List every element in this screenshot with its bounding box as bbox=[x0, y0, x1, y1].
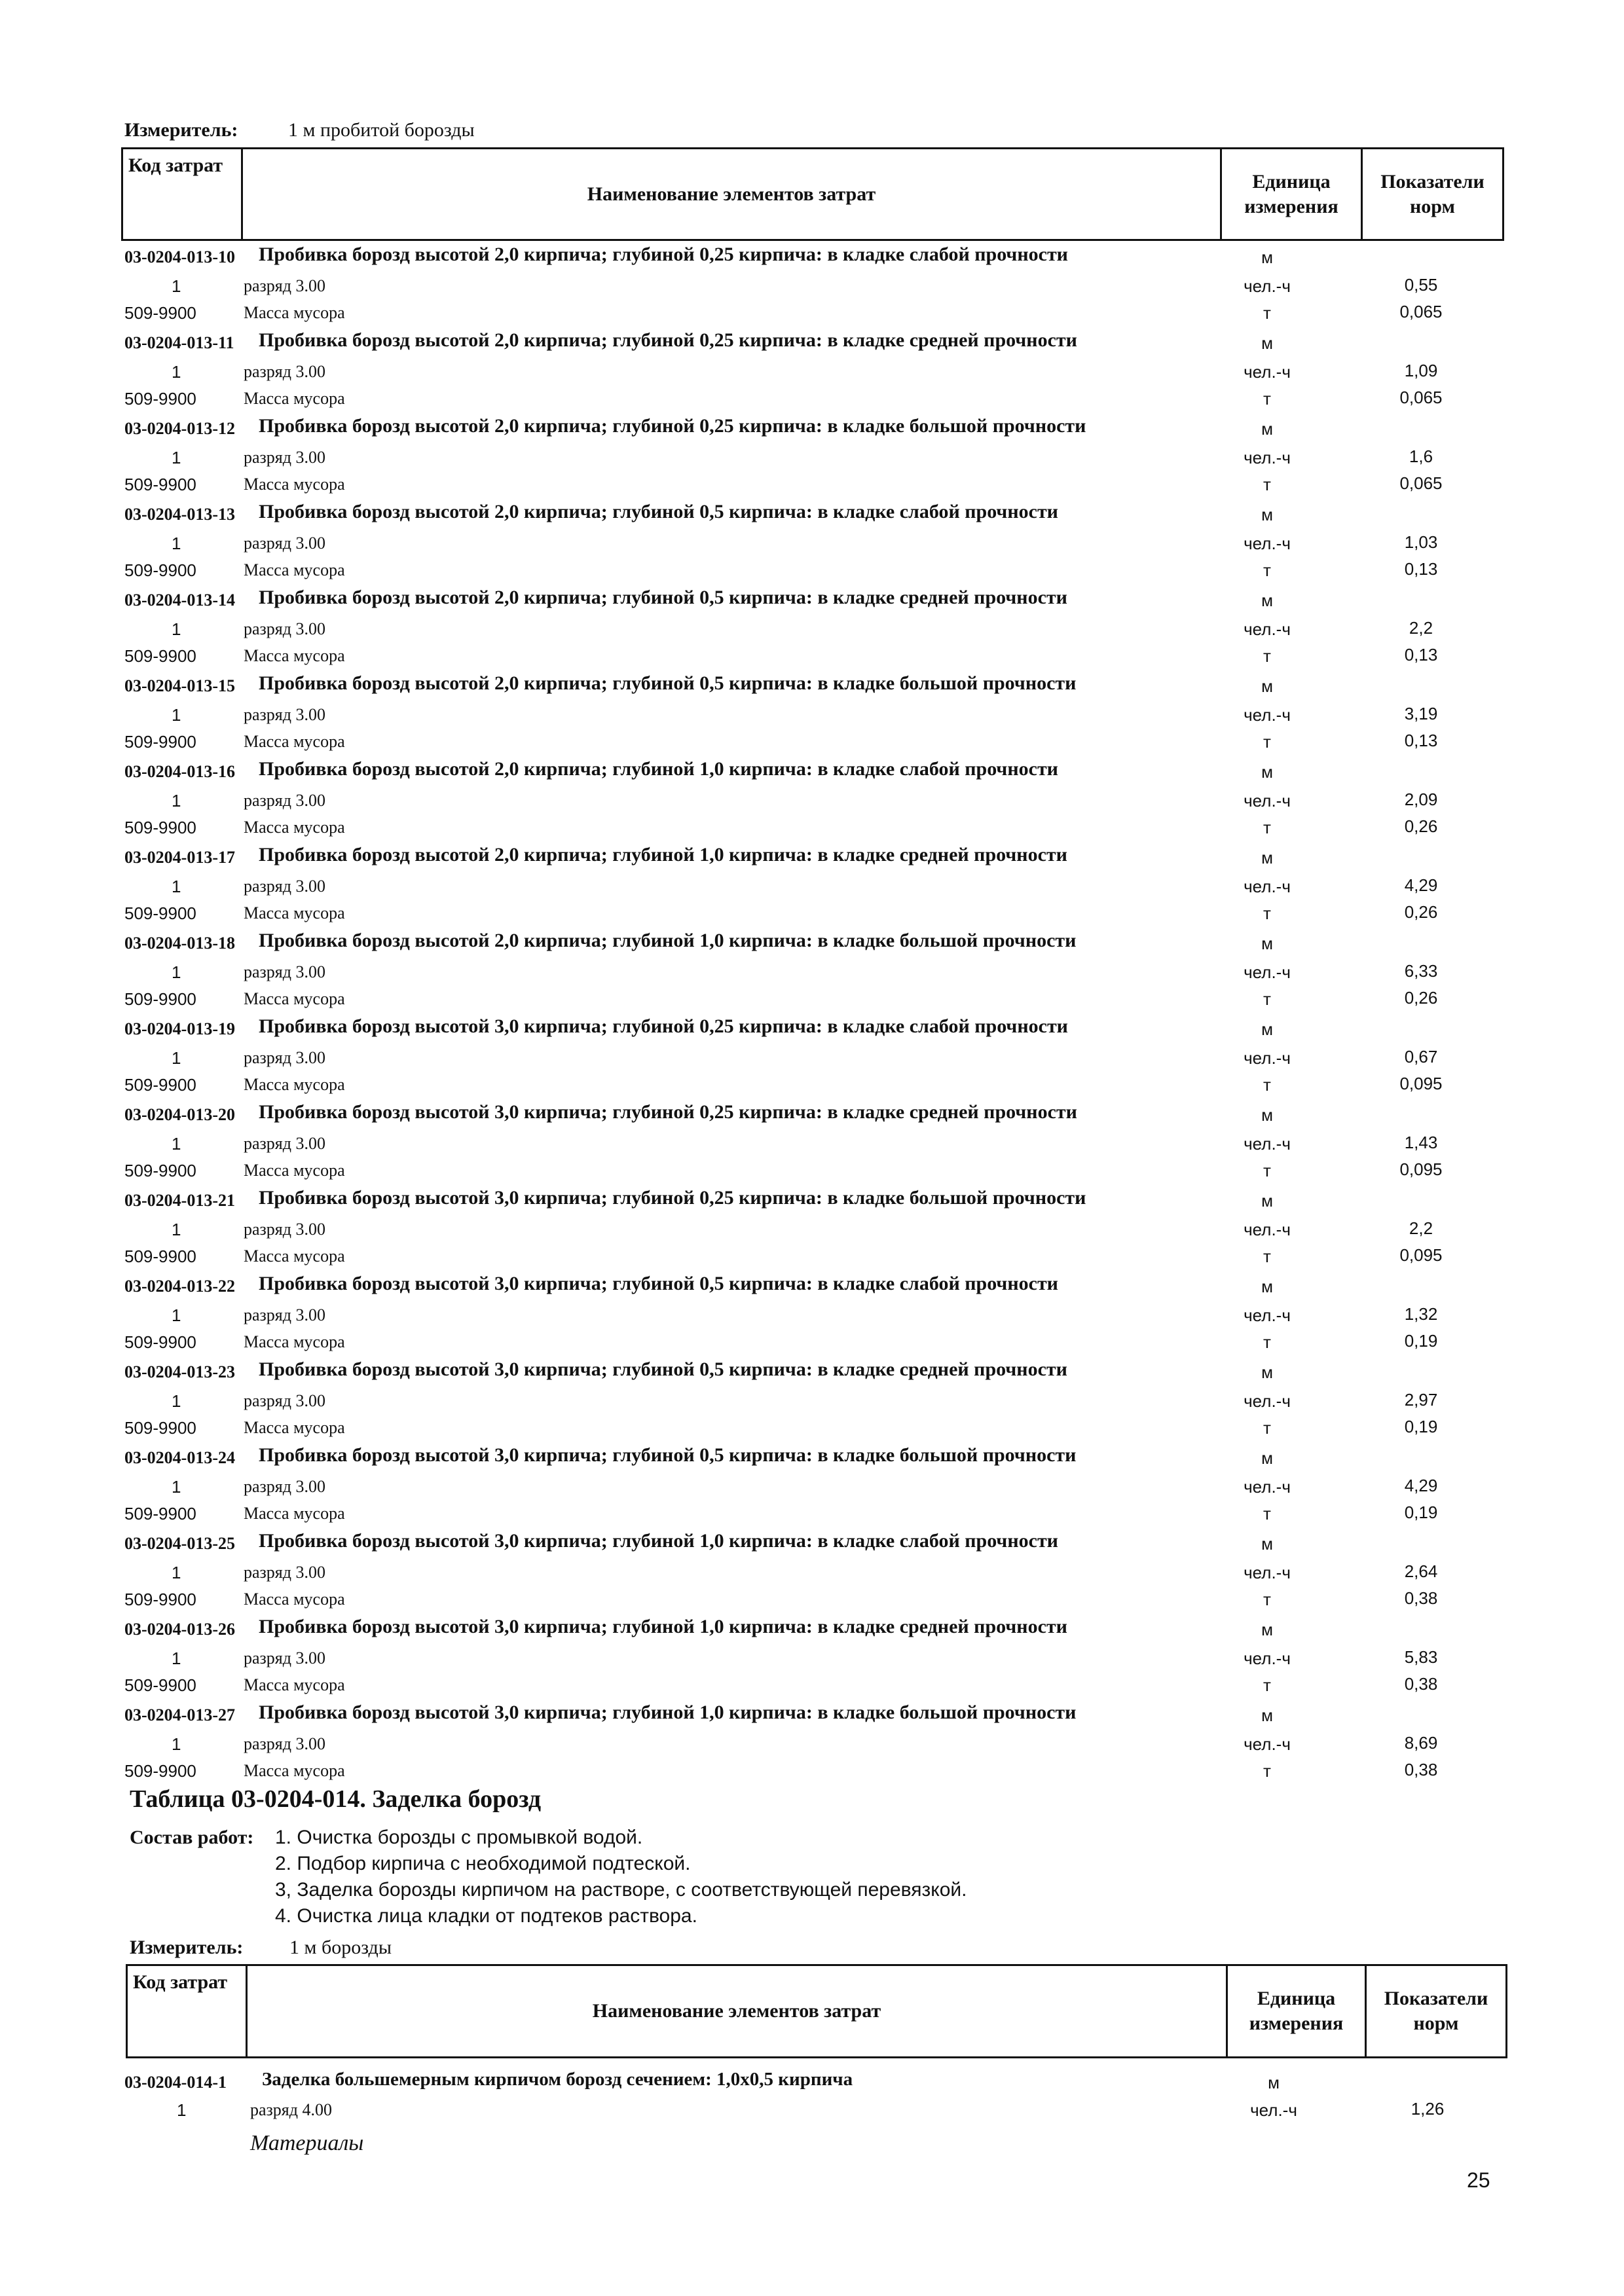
unit-value: чел.-ч bbox=[1244, 1134, 1291, 1154]
norm-value: 0,19 bbox=[1404, 1417, 1438, 1436]
cost-code: 03-0204-013-24 bbox=[124, 1448, 235, 1467]
resource-name: Масса мусора bbox=[244, 303, 345, 322]
table-row bbox=[0, 1472, 1624, 1498]
norm-value: 0,13 bbox=[1404, 559, 1438, 579]
table-row bbox=[0, 1241, 1624, 1267]
resource-code: 509-9900 bbox=[124, 389, 196, 409]
unit-value: м bbox=[1261, 1277, 1273, 1296]
resource-code: 509-9900 bbox=[124, 1247, 196, 1266]
table-row bbox=[0, 1614, 1624, 1641]
table-row bbox=[0, 414, 1624, 440]
unit-value: т bbox=[1263, 989, 1271, 1009]
resource-code: 509-9900 bbox=[124, 1504, 196, 1523]
resource-number: 1 bbox=[172, 1134, 181, 1154]
work-title: Пробивка борозд высотой 3,0 кирпича; глубиной 0,5 кирпича: в кладке большой прочности bbox=[259, 1444, 1077, 1466]
resource-code: 509-9900 bbox=[124, 1761, 196, 1781]
resource-name: Масса мусора bbox=[244, 475, 345, 494]
norm-value: 5,83 bbox=[1404, 1647, 1438, 1667]
unit-value: т bbox=[1263, 1332, 1271, 1352]
resource-name: разряд 3.00 bbox=[244, 1220, 325, 1239]
unit-value: м bbox=[1261, 676, 1273, 696]
work-title: Пробивка борозд высотой 3,0 кирпича; глубиной 0,25 кирпича: в кладке средней прочности bbox=[259, 1101, 1077, 1123]
resource-number: 1 bbox=[172, 448, 181, 467]
resource-code: 509-9900 bbox=[124, 1332, 196, 1352]
header-norm-line2: норм bbox=[1413, 2013, 1459, 2034]
resource-name: Масса мусора bbox=[244, 1675, 345, 1694]
unit-value: т bbox=[1263, 646, 1271, 666]
resource-number: 1 bbox=[172, 962, 181, 982]
work-title: Пробивка борозд высотой 2,0 кирпича; глубиной 0,5 кирпича: в кладке средней прочности bbox=[259, 587, 1067, 608]
norm-value: 1,6 bbox=[1409, 446, 1433, 466]
unit-value: м bbox=[1261, 1019, 1273, 1039]
resource-name: Масса мусора bbox=[244, 1247, 345, 1266]
norm-value: 2,2 bbox=[1409, 618, 1433, 638]
table1-header bbox=[121, 147, 1504, 241]
norm-value: 3,19 bbox=[1404, 704, 1438, 723]
norm-value: 0,26 bbox=[1404, 816, 1438, 836]
table-row bbox=[0, 928, 1624, 955]
table-row bbox=[0, 298, 1624, 324]
table-row bbox=[0, 1443, 1624, 1469]
header-norm-line1: Показатели bbox=[1380, 170, 1485, 192]
unit-value: м bbox=[1261, 1705, 1273, 1725]
resource-name: разряд 3.00 bbox=[244, 1649, 325, 1667]
cost-code: 03-0204-013-26 bbox=[124, 1620, 235, 1639]
resource-name: Масса мусора bbox=[244, 1332, 345, 1351]
table-row bbox=[0, 555, 1624, 581]
norm-value: 0,19 bbox=[1404, 1331, 1438, 1351]
unit-value: м bbox=[1261, 1362, 1273, 1382]
cost-code: 03-0204-013-22 bbox=[124, 1277, 235, 1296]
header-unit-line2: измерения bbox=[1244, 195, 1338, 217]
resource-number: 1 bbox=[172, 1305, 181, 1325]
norm-value: 0,13 bbox=[1404, 645, 1438, 665]
resource-name: Масса мусора bbox=[244, 1418, 345, 1437]
norm-value: 0,065 bbox=[1399, 473, 1443, 493]
unit-value: чел.-ч bbox=[1244, 1305, 1291, 1325]
resource-name: разряд 3.00 bbox=[244, 362, 325, 381]
unit-value: т bbox=[1263, 389, 1271, 409]
unit-value: чел.-ч bbox=[1244, 791, 1291, 811]
unit-value: м bbox=[1261, 1620, 1273, 1639]
table-row bbox=[0, 1300, 1624, 1326]
unit-value: чел.-ч bbox=[1244, 705, 1291, 725]
table-row bbox=[0, 898, 1624, 924]
table2-header bbox=[126, 1964, 1507, 2058]
header-code: Код затрат bbox=[128, 1966, 248, 2056]
resource-number: 1 bbox=[172, 1391, 181, 1411]
work-title: Пробивка борозд высотой 3,0 кирпича; глубиной 1,0 кирпича: в кладке большой прочности bbox=[259, 1702, 1077, 1723]
table-row bbox=[0, 1214, 1624, 1241]
unit-value: м bbox=[1261, 333, 1273, 353]
norm-value: 0,065 bbox=[1399, 388, 1443, 407]
table-row bbox=[0, 671, 1624, 697]
resource-code: 509-9900 bbox=[124, 903, 196, 923]
header-code: Код затрат bbox=[123, 149, 243, 239]
table-row bbox=[0, 500, 1624, 526]
table-row bbox=[0, 585, 1624, 611]
header-norm bbox=[1363, 149, 1502, 239]
unit-value: т bbox=[1263, 475, 1271, 494]
work-title: Пробивка борозд высотой 2,0 кирпича; глубиной 1,0 кирпича: в кладке средней прочности bbox=[259, 844, 1067, 866]
resource-name: разряд 3.00 bbox=[244, 877, 325, 896]
table-row bbox=[0, 1670, 1624, 1696]
page-number: 25 bbox=[1467, 2168, 1490, 2192]
unit-value: м bbox=[1261, 247, 1273, 267]
norm-value: 6,33 bbox=[1404, 961, 1438, 981]
table-row bbox=[0, 1529, 1624, 1555]
unit-value: т bbox=[1263, 1075, 1271, 1095]
table-row bbox=[0, 727, 1624, 753]
resource-number: 1 bbox=[172, 877, 181, 896]
table-row bbox=[0, 1100, 1624, 1126]
cost-code: 03-0204-013-11 bbox=[124, 333, 234, 352]
header-name: Наименование элементов затрат bbox=[248, 1966, 1228, 2056]
unit-value: чел.-ч bbox=[1244, 276, 1291, 296]
resource-number: 1 bbox=[172, 534, 181, 553]
table-row bbox=[0, 1700, 1624, 1726]
resource-name: разряд 3.00 bbox=[244, 1391, 325, 1410]
norm-value: 0,095 bbox=[1399, 1074, 1443, 1093]
norm-value: 0,38 bbox=[1404, 1674, 1438, 1694]
unit-value: м bbox=[1261, 419, 1273, 439]
table-row bbox=[0, 384, 1624, 410]
header-unit-line2: измерения bbox=[1249, 2013, 1344, 2034]
table-row bbox=[0, 1070, 1624, 1096]
header-unit-line1: Единица bbox=[1252, 170, 1331, 192]
work-title: Пробивка борозд высотой 3,0 кирпича; глубиной 0,25 кирпича: в кладке большой прочности bbox=[259, 1187, 1086, 1209]
unit-value: чел.-ч bbox=[1244, 534, 1291, 553]
resource-number: 1 bbox=[172, 1477, 181, 1497]
norm-value: 0,26 bbox=[1404, 988, 1438, 1008]
resource-name: Масса мусора bbox=[244, 818, 345, 837]
unit-value: т bbox=[1263, 1247, 1271, 1266]
resource-name: разряд 3.00 bbox=[244, 791, 325, 810]
resource-name: Масса мусора bbox=[244, 389, 345, 408]
cost-code: 03-0204-013-16 bbox=[124, 762, 235, 781]
materials-label: Материалы bbox=[250, 2131, 364, 2155]
work-title: Пробивка борозд высотой 3,0 кирпича; глубиной 1,0 кирпича: в кладке средней прочности bbox=[259, 1616, 1067, 1637]
table-row bbox=[0, 1129, 1624, 1155]
cost-code: 03-0204-013-21 bbox=[124, 1191, 235, 1210]
table-row bbox=[0, 786, 1624, 812]
unit-value: т bbox=[1263, 1590, 1271, 1609]
cost-code: 03-0204-013-25 bbox=[124, 1534, 235, 1553]
norm-value: 0,67 bbox=[1404, 1047, 1438, 1066]
resource-code: 509-9900 bbox=[124, 303, 196, 323]
norm-value: 0,55 bbox=[1404, 275, 1438, 295]
table-row bbox=[0, 1643, 1624, 1669]
resource-name: Масса мусора bbox=[244, 1761, 345, 1780]
unit-value: м bbox=[1261, 762, 1273, 782]
table1-meter bbox=[124, 119, 475, 141]
table-row bbox=[0, 1014, 1624, 1040]
cost-code: 03-0204-013-20 bbox=[124, 1105, 235, 1124]
resource-number: 1 bbox=[172, 1649, 181, 1668]
unit-value: т bbox=[1263, 903, 1271, 923]
resource-number: 1 bbox=[172, 619, 181, 639]
resource-number: 1 bbox=[172, 791, 181, 811]
meter-label: Измеритель: bbox=[124, 119, 238, 141]
table-row bbox=[0, 2095, 1624, 2121]
cost-code: 03-0204-013-15 bbox=[124, 676, 235, 695]
norm-value: 0,19 bbox=[1404, 1503, 1438, 1522]
cost-code: 03-0204-013-27 bbox=[124, 1705, 235, 1724]
table-row bbox=[0, 469, 1624, 496]
composition-item: 3, Заделка борозды кирпичом на растворе, с соответствующей перевязкой. bbox=[275, 1879, 967, 1901]
norm-value: 2,64 bbox=[1404, 1561, 1438, 1581]
unit-value: чел.-ч bbox=[1244, 962, 1291, 982]
work-title: Пробивка борозд высотой 2,0 кирпича; глубиной 0,25 кирпича: в кладке слабой прочности bbox=[259, 244, 1068, 265]
table2-title: Таблица 03-0204-014. Заделка борозд bbox=[130, 1785, 542, 1813]
meter-value: 1 м пробитой борозды bbox=[288, 119, 475, 141]
table-row bbox=[0, 2068, 1624, 2094]
header-unit bbox=[1222, 149, 1363, 239]
resource-number: 1 bbox=[172, 1048, 181, 1068]
norm-value: 1,26 bbox=[1411, 2099, 1445, 2119]
table-row bbox=[0, 1756, 1624, 1782]
table-row bbox=[0, 1499, 1624, 1525]
resource-name: разряд 3.00 bbox=[244, 276, 325, 295]
work-title: Пробивка борозд высотой 3,0 кирпича; глубиной 1,0 кирпича: в кладке слабой прочности bbox=[259, 1530, 1058, 1552]
unit-value: чел.-ч bbox=[1244, 1048, 1291, 1068]
resource-name: разряд 3.00 bbox=[244, 1563, 325, 1582]
unit-value: чел.-ч bbox=[1244, 1220, 1291, 1239]
table-row bbox=[0, 1413, 1624, 1439]
work-title: Пробивка борозд высотой 3,0 кирпича; глубиной 0,5 кирпича: в кладке средней прочности bbox=[259, 1358, 1067, 1380]
resource-name: разряд 3.00 bbox=[244, 1048, 325, 1067]
table-row bbox=[0, 1729, 1624, 1755]
table-row bbox=[0, 528, 1624, 555]
resource-name: Масса мусора bbox=[244, 903, 345, 922]
unit-value: чел.-ч bbox=[1244, 1391, 1291, 1411]
unit-value: чел.-ч bbox=[1244, 1477, 1291, 1497]
unit-value: т bbox=[1263, 560, 1271, 580]
table-row bbox=[0, 957, 1624, 983]
table-row bbox=[0, 871, 1624, 898]
resource-code: 509-9900 bbox=[124, 1161, 196, 1180]
resource-number: 1 bbox=[172, 705, 181, 725]
resource-name: Масса мусора bbox=[244, 989, 345, 1008]
unit-value: т bbox=[1263, 732, 1271, 752]
table2-meter bbox=[130, 1937, 392, 1959]
table-row bbox=[0, 357, 1624, 383]
table-row bbox=[0, 1558, 1624, 1584]
resource-number: 1 bbox=[172, 1220, 181, 1239]
unit-value: чел.-ч bbox=[1244, 1734, 1291, 1754]
unit-value: т bbox=[1263, 1761, 1271, 1781]
table-row bbox=[0, 812, 1624, 839]
work-title: Пробивка борозд высотой 2,0 кирпича; глубиной 0,5 кирпича: в кладке большой прочности bbox=[259, 672, 1077, 694]
unit-value: м bbox=[1261, 591, 1273, 610]
unit-value: м bbox=[1261, 505, 1273, 524]
table-row bbox=[0, 614, 1624, 640]
table-row bbox=[0, 984, 1624, 1010]
norm-value: 1,43 bbox=[1404, 1133, 1438, 1152]
composition-item: 2. Подбор кирпича с необходимой подтеской. bbox=[275, 1853, 691, 1874]
table-row bbox=[0, 271, 1624, 297]
unit-value: т bbox=[1263, 1675, 1271, 1695]
cost-code: 03-0204-013-17 bbox=[124, 848, 235, 867]
resource-name: Масса мусора bbox=[244, 732, 345, 751]
unit-value: м bbox=[1261, 1105, 1273, 1125]
table-row bbox=[0, 1043, 1624, 1069]
table-row bbox=[0, 443, 1624, 469]
unit-value: т bbox=[1263, 1418, 1271, 1438]
table-row bbox=[0, 1357, 1624, 1383]
unit-value: т bbox=[1263, 818, 1271, 837]
resource-number: 1 bbox=[172, 276, 181, 296]
resource-name: разряд 3.00 bbox=[244, 1305, 325, 1324]
norm-value: 1,03 bbox=[1404, 532, 1438, 552]
norm-value: 2,2 bbox=[1409, 1218, 1433, 1238]
cost-code: 03-0204-014-1 bbox=[124, 2073, 227, 2092]
cost-code: 03-0204-013-13 bbox=[124, 505, 235, 524]
norm-value: 0,095 bbox=[1399, 1245, 1443, 1265]
resource-name: Масса мусора bbox=[244, 560, 345, 579]
resource-name: разряд 3.00 bbox=[244, 619, 325, 638]
unit-value: чел.-ч bbox=[1244, 448, 1291, 467]
norm-value: 0,065 bbox=[1399, 302, 1443, 321]
resource-name: Масса мусора bbox=[244, 1504, 345, 1523]
cost-code: 03-0204-013-23 bbox=[124, 1362, 235, 1381]
table-row bbox=[0, 1386, 1624, 1412]
resource-code: 509-9900 bbox=[124, 1590, 196, 1609]
resource-name: разряд 3.00 bbox=[244, 1477, 325, 1496]
norm-value: 2,09 bbox=[1404, 790, 1438, 809]
norm-value: 0,13 bbox=[1404, 731, 1438, 750]
header-norm bbox=[1367, 1966, 1505, 2056]
table-row bbox=[0, 843, 1624, 869]
resource-code: 509-9900 bbox=[124, 989, 196, 1009]
resource-code: 509-9900 bbox=[124, 818, 196, 837]
resource-number: 1 bbox=[172, 362, 181, 382]
unit-value: м bbox=[1261, 934, 1273, 953]
unit-value: м bbox=[1268, 2073, 1280, 2092]
work-title: Заделка большемерным кирпичом борозд сечением: 1,0х0,5 кирпича bbox=[262, 2069, 853, 2090]
work-title: Пробивка борозд высотой 2,0 кирпича; глубиной 0,5 кирпича: в кладке слабой прочности bbox=[259, 501, 1058, 522]
resource-name: разряд 3.00 bbox=[244, 962, 325, 981]
resource-number: 1 bbox=[177, 2100, 187, 2120]
resource-name: Масса мусора bbox=[244, 1075, 345, 1094]
header-norm-line2: норм bbox=[1410, 195, 1455, 217]
unit-value: чел.-ч bbox=[1244, 1563, 1291, 1582]
resource-name: разряд 3.00 bbox=[244, 534, 325, 553]
norm-value: 4,29 bbox=[1404, 875, 1438, 895]
norm-value: 0,38 bbox=[1404, 1588, 1438, 1608]
norm-value: 0,26 bbox=[1404, 902, 1438, 922]
cost-code: 03-0204-013-18 bbox=[124, 934, 235, 953]
norm-value: 1,32 bbox=[1404, 1304, 1438, 1324]
unit-value: чел.-ч bbox=[1244, 1649, 1291, 1668]
unit-value: т bbox=[1263, 303, 1271, 323]
table-row bbox=[0, 1584, 1624, 1611]
work-title: Пробивка борозд высотой 3,0 кирпича; глубиной 0,5 кирпича: в кладке слабой прочности bbox=[259, 1273, 1058, 1294]
resource-name: разряд 4.00 bbox=[250, 2100, 332, 2119]
table-row bbox=[0, 757, 1624, 783]
resource-name: разряд 3.00 bbox=[244, 1134, 325, 1153]
table-row bbox=[0, 1271, 1624, 1298]
header-norm-line1: Показатели bbox=[1384, 1988, 1488, 2009]
resource-name: разряд 3.00 bbox=[244, 448, 325, 467]
meter-label: Измеритель: bbox=[130, 1937, 244, 1958]
composition-label: Состав работ: bbox=[130, 1827, 254, 1848]
work-title: Пробивка борозд высотой 2,0 кирпича; глубиной 1,0 кирпича: в кладке большой прочности bbox=[259, 930, 1077, 951]
unit-value: чел.-ч bbox=[1244, 362, 1291, 382]
resource-name: Масса мусора bbox=[244, 1161, 345, 1180]
unit-value: м bbox=[1261, 1191, 1273, 1211]
cost-code: 03-0204-013-14 bbox=[124, 591, 235, 610]
table-row bbox=[0, 641, 1624, 667]
resource-code: 509-9900 bbox=[124, 1418, 196, 1438]
resource-code: 509-9900 bbox=[124, 475, 196, 494]
table-row bbox=[0, 1327, 1624, 1353]
cost-code: 03-0204-013-10 bbox=[124, 247, 235, 266]
unit-value: т bbox=[1263, 1161, 1271, 1180]
cost-code: 03-0204-013-12 bbox=[124, 419, 235, 438]
resource-code: 509-9900 bbox=[124, 1675, 196, 1695]
resource-number: 1 bbox=[172, 1734, 181, 1754]
unit-value: м bbox=[1261, 1534, 1273, 1554]
work-title: Пробивка борозд высотой 2,0 кирпича; глубиной 0,25 кирпича: в кладке большой прочности bbox=[259, 415, 1086, 437]
work-title: Пробивка борозд высотой 2,0 кирпича; глубиной 1,0 кирпича: в кладке слабой прочности bbox=[259, 758, 1058, 780]
norm-value: 8,69 bbox=[1404, 1733, 1438, 1753]
norm-value: 2,97 bbox=[1404, 1390, 1438, 1410]
header-name: Наименование элементов затрат bbox=[243, 149, 1222, 239]
table-row bbox=[0, 1186, 1624, 1212]
resource-code: 509-9900 bbox=[124, 646, 196, 666]
table-row bbox=[0, 700, 1624, 726]
resource-number: 1 bbox=[172, 1563, 181, 1582]
header-unit bbox=[1228, 1966, 1367, 2056]
norm-value: 0,38 bbox=[1404, 1760, 1438, 1779]
table-row bbox=[0, 328, 1624, 354]
table-row bbox=[0, 242, 1624, 268]
unit-value: чел.-ч bbox=[1250, 2100, 1297, 2120]
composition-item: 1. Очистка борозды с промывкой водой. bbox=[275, 1827, 643, 1848]
norm-value: 0,095 bbox=[1399, 1159, 1443, 1179]
resource-name: Масса мусора bbox=[244, 1590, 345, 1609]
resource-name: разряд 3.00 bbox=[244, 705, 325, 724]
unit-value: чел.-ч bbox=[1244, 877, 1291, 896]
work-title: Пробивка борозд высотой 2,0 кирпича; глубиной 0,25 кирпича: в кладке средней прочности bbox=[259, 329, 1077, 351]
unit-value: чел.-ч bbox=[1244, 619, 1291, 639]
resource-name: Масса мусора bbox=[244, 646, 345, 665]
work-title: Пробивка борозд высотой 3,0 кирпича; глубиной 0,25 кирпича: в кладке слабой прочности bbox=[259, 1015, 1068, 1037]
resource-code: 509-9900 bbox=[124, 560, 196, 580]
table-row bbox=[0, 1156, 1624, 1182]
norm-value: 4,29 bbox=[1404, 1476, 1438, 1495]
norm-value: 1,09 bbox=[1404, 361, 1438, 380]
composition-item: 4. Очистка лица кладки от подтеков раствора. bbox=[275, 1905, 697, 1927]
resource-code: 509-9900 bbox=[124, 1075, 196, 1095]
meter-value: 1 м борозды bbox=[289, 1937, 392, 1958]
unit-value: т bbox=[1263, 1504, 1271, 1523]
resource-name: разряд 3.00 bbox=[244, 1734, 325, 1753]
header-unit-line1: Единица bbox=[1257, 1988, 1336, 2009]
cost-code: 03-0204-013-19 bbox=[124, 1019, 235, 1038]
unit-value: м bbox=[1261, 1448, 1273, 1468]
resource-code: 509-9900 bbox=[124, 732, 196, 752]
unit-value: м bbox=[1261, 848, 1273, 867]
